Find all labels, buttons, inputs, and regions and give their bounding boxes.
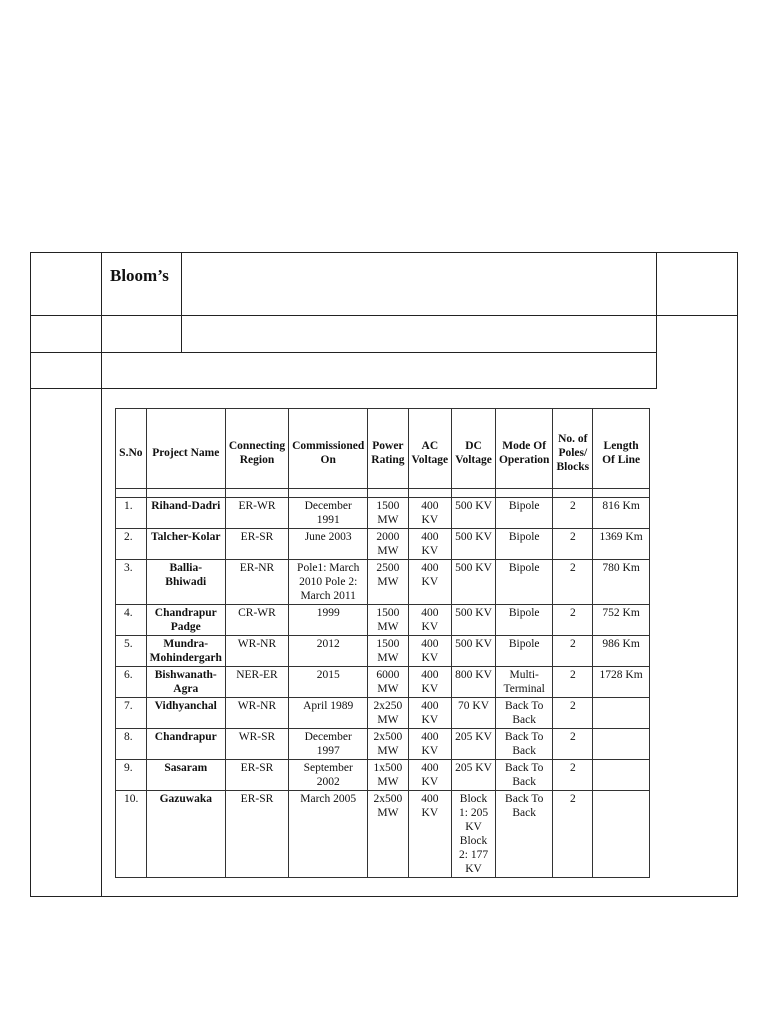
table-cell: ER-SR (225, 529, 288, 560)
table-row (116, 529, 650, 560)
table-cell: 400 KV (408, 529, 452, 560)
table-cell: NER-ER (225, 667, 288, 698)
table-cell: 2 (553, 698, 593, 729)
table-cell: 400 KV (408, 605, 452, 636)
table-cell: 752 Km (593, 605, 650, 636)
table-row (116, 636, 650, 667)
table-cell: 500 KV (452, 560, 496, 605)
spacer-cell (225, 489, 288, 498)
table-cell: 2 (553, 560, 593, 605)
table-cell: 2x500 MW (368, 791, 408, 878)
table-cell: 205 KV (452, 760, 496, 791)
table-cell: 500 KV (452, 529, 496, 560)
table-cell: 1500 MW (368, 605, 408, 636)
table-cell: 2. (116, 529, 147, 560)
table-cell: Block 1: 205 KV Block 2: 177 KV (452, 791, 496, 878)
table-cell: ER-WR (225, 498, 288, 529)
table-cell (593, 729, 650, 760)
table-cell: 400 KV (408, 498, 452, 529)
table-cell: 400 KV (408, 791, 452, 878)
table-cell: 1. (116, 498, 147, 529)
column-header: DC Voltage (452, 409, 496, 489)
table-cell: 10. (116, 791, 147, 878)
table-cell: WR-SR (225, 729, 288, 760)
table-cell: ER-SR (225, 760, 288, 791)
table-cell: 6. (116, 667, 147, 698)
table-row (116, 498, 650, 529)
table-cell: 400 KV (408, 667, 452, 698)
spacer-cell (553, 489, 593, 498)
column-header: No. of Poles/ Blocks (553, 409, 593, 489)
table-cell: 400 KV (408, 636, 452, 667)
table-row (116, 791, 650, 878)
table-cell: June 2003 (289, 529, 368, 560)
table-cell: December 1997 (289, 729, 368, 760)
table-cell: 205 KV (452, 729, 496, 760)
table-cell: 3. (116, 560, 147, 605)
table-cell (593, 760, 650, 791)
table-cell: Back To Back (495, 791, 552, 878)
table-cell: December 1991 (289, 498, 368, 529)
column-header: S.No (116, 409, 147, 489)
table-cell: 5. (116, 636, 147, 667)
divider (101, 252, 102, 897)
table-cell: 9. (116, 760, 147, 791)
table-cell: 2000 MW (368, 529, 408, 560)
spacer-cell (289, 489, 368, 498)
table-cell: 2 (553, 729, 593, 760)
table-cell: 1999 (289, 605, 368, 636)
table-cell: 2 (553, 529, 593, 560)
table-row (116, 729, 650, 760)
spacer-cell (116, 489, 147, 498)
divider (30, 315, 738, 316)
table-cell: 7. (116, 698, 147, 729)
table-cell: 500 KV (452, 498, 496, 529)
table-cell: March 2005 (289, 791, 368, 878)
divider (181, 252, 182, 352)
table-cell: 2 (553, 636, 593, 667)
table-cell: 1500 MW (368, 636, 408, 667)
table-row (116, 605, 650, 636)
table-cell: September 2002 (289, 760, 368, 791)
table-cell: Bishwanath-Agra (146, 667, 225, 698)
table-cell: 6000 MW (368, 667, 408, 698)
table-cell: 4. (116, 605, 147, 636)
table-header-row (116, 409, 650, 489)
spacer-cell (452, 489, 496, 498)
column-header: Commissioned On (289, 409, 368, 489)
table-cell: 400 KV (408, 560, 452, 605)
table-cell: CR-WR (225, 605, 288, 636)
table-cell (593, 791, 650, 878)
hvdc-projects-table (115, 408, 650, 878)
column-header: Project Name (146, 409, 225, 489)
table-cell: Bipole (495, 529, 552, 560)
table-row (116, 560, 650, 605)
table-cell: 2 (553, 667, 593, 698)
table-cell: Bipole (495, 498, 552, 529)
table-cell: Rihand-Dadri (146, 498, 225, 529)
table-cell: 2 (553, 760, 593, 791)
table-cell: WR-NR (225, 698, 288, 729)
table-row (116, 667, 650, 698)
table-cell: 986 Km (593, 636, 650, 667)
spacer-cell (368, 489, 408, 498)
table-cell: Back To Back (495, 729, 552, 760)
table-cell: 1728 Km (593, 667, 650, 698)
table-cell: 1x500 MW (368, 760, 408, 791)
table-cell: 400 KV (408, 729, 452, 760)
table-cell: 800 KV (452, 667, 496, 698)
divider (30, 388, 657, 389)
table-cell: Chandrapur (146, 729, 225, 760)
table-cell: Vidhyanchal (146, 698, 225, 729)
table-cell: April 1989 (289, 698, 368, 729)
table-cell: 500 KV (452, 605, 496, 636)
table-cell: Multi-Terminal (495, 667, 552, 698)
table-cell: Mundra-Mohindergarh (146, 636, 225, 667)
table-cell: 780 Km (593, 560, 650, 605)
table-cell: 70 KV (452, 698, 496, 729)
table-row (116, 760, 650, 791)
table-cell: Talcher-Kolar (146, 529, 225, 560)
blooms-label: Bloom’s (110, 266, 169, 285)
table-cell: WR-NR (225, 636, 288, 667)
table-cell: 2 (553, 498, 593, 529)
table-cell: 400 KV (408, 760, 452, 791)
table-cell: ER-SR (225, 791, 288, 878)
table-cell: 2x250 MW (368, 698, 408, 729)
table-cell: Gazuwaka (146, 791, 225, 878)
table-cell: Chandrapur Padge (146, 605, 225, 636)
table-cell: Bipole (495, 560, 552, 605)
table-cell: Back To Back (495, 698, 552, 729)
column-header: Connecting Region (225, 409, 288, 489)
table-cell: 1500 MW (368, 498, 408, 529)
spacer-cell (146, 489, 225, 498)
table-cell: Sasaram (146, 760, 225, 791)
column-header: AC Voltage (408, 409, 452, 489)
table-cell: 500 KV (452, 636, 496, 667)
table-cell: Pole1: March 2010 Pole 2: March 2011 (289, 560, 368, 605)
table-cell: 2 (553, 791, 593, 878)
table-cell: 2 (553, 605, 593, 636)
table-cell: 2500 MW (368, 560, 408, 605)
table-cell: ER-NR (225, 560, 288, 605)
table-cell (593, 698, 650, 729)
table-cell: 8. (116, 729, 147, 760)
column-header: Length Of Line (593, 409, 650, 489)
spacer-cell (593, 489, 650, 498)
table-cell: 400 KV (408, 698, 452, 729)
table-cell: Bipole (495, 636, 552, 667)
table-row (116, 698, 650, 729)
table-cell: Back To Back (495, 760, 552, 791)
spacer-row (116, 489, 650, 498)
column-header: Power Rating (368, 409, 408, 489)
column-header: Mode Of Operation (495, 409, 552, 489)
table-cell: 2x500 MW (368, 729, 408, 760)
table-cell: 816 Km (593, 498, 650, 529)
table-cell: Ballia-Bhiwadi (146, 560, 225, 605)
table-cell: 1369 Km (593, 529, 650, 560)
table-cell: 2012 (289, 636, 368, 667)
spacer-cell (495, 489, 552, 498)
divider (30, 352, 657, 353)
divider (656, 252, 657, 388)
table-cell: Bipole (495, 605, 552, 636)
spacer-cell (408, 489, 452, 498)
table-cell: 2015 (289, 667, 368, 698)
